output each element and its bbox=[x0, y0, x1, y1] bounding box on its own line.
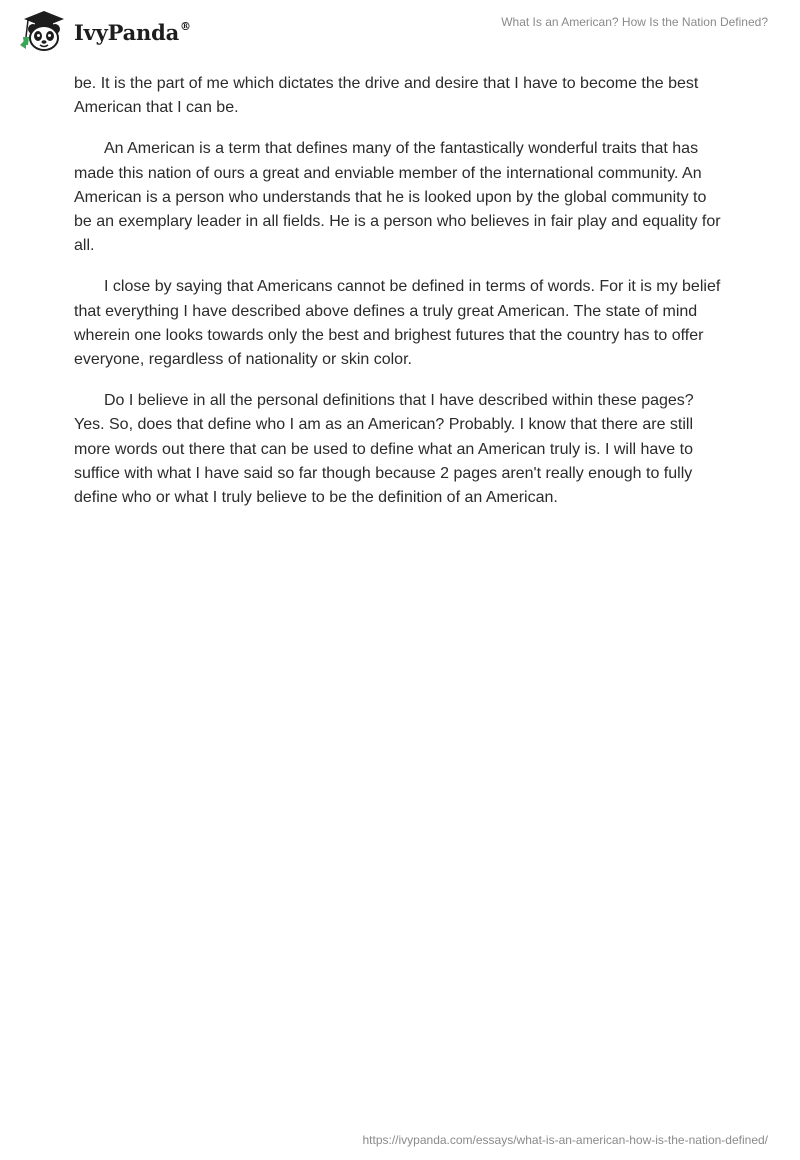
page-header bbox=[0, 0, 800, 64]
ivypanda-logo[interactable] bbox=[16, 9, 191, 53]
logo-wordmark: IvyPanda® bbox=[74, 19, 191, 45]
panda-graduate-icon bbox=[16, 9, 72, 53]
paragraph: be. It is the part of me which dictates the drive and desire that I have to become the best American that I can be. bbox=[74, 75, 699, 117]
running-title: What Is an American? How Is the Nation Defined? bbox=[501, 15, 768, 29]
source-url[interactable]: https://ivypanda.com/essays/what-is-an-american-how-is-the-nation-defined/ bbox=[362, 1133, 768, 1147]
registered-mark: ® bbox=[180, 19, 191, 33]
essay-body bbox=[74, 72, 726, 527]
paragraph: An American is a term that defines many of the fantastically wonderful traits that has made this nation of ours a great and enviable member of the international community. An American is a person who understands that he is looked upon by the global community to be an exemplary leader in all fields. He is a person who believes in fair play and equality for all. bbox=[74, 140, 721, 255]
paragraph: I close by saying that Americans cannot be defined in terms of words. For it is my belief that everything I have described above defines a truly great American. The state of mind wherein one looks towards only the best and brighest futures that the country has to offer everyone, regardless of nationality or skin color. bbox=[74, 278, 721, 369]
paragraph: Do I believe in all the personal definitions that I have described within these pages? Yes. So, does that define who I am as an American? Probably. I know that there are still more words out there that can be used to define what an American truly is. I will have to suffice with what I have said so far though because 2 pages aren't really enough to fully define who or what I truly believe to be the definition of an American. bbox=[74, 392, 694, 507]
